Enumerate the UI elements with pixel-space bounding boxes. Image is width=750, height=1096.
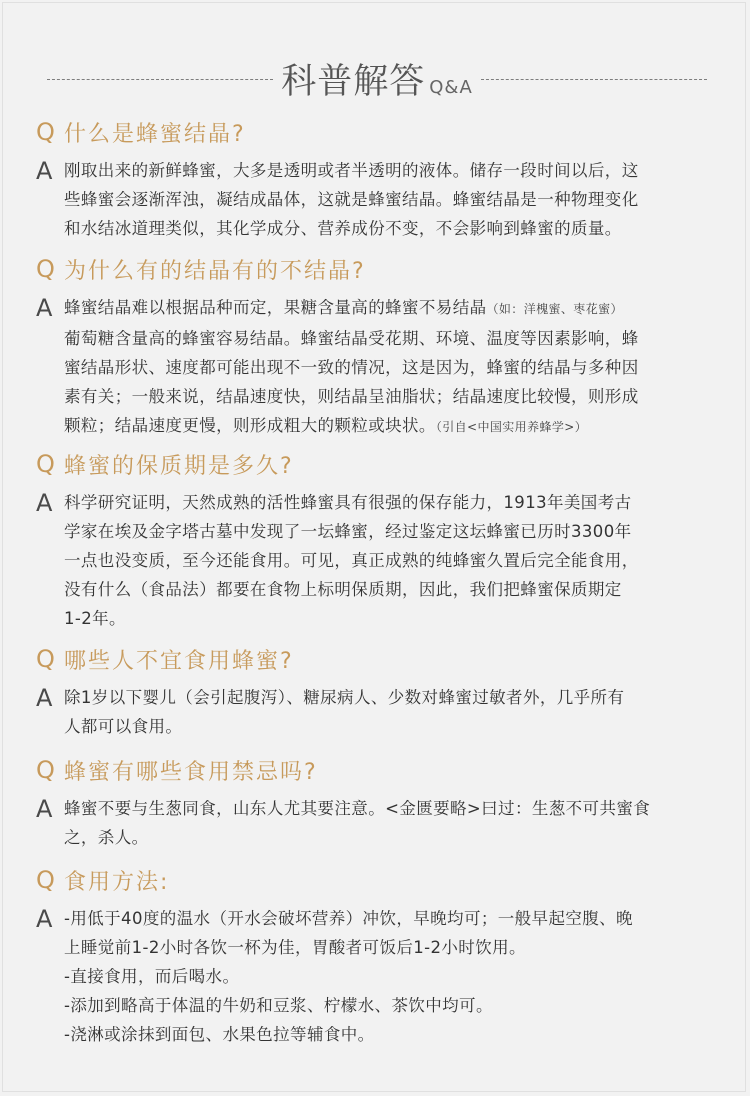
question-text: 食用方法: (64, 869, 170, 895)
answer-body (64, 683, 716, 741)
answer-line: 学家在埃及金字塔古墓中发现了一坛蜂蜜，经过鉴定这坛蜂蜜已历时3300年 (64, 522, 632, 541)
header-title-en: Q&A (429, 77, 473, 98)
answer-line: 蜂蜜不要与生葱同食，山东人尤其要注意。<金匮要略>曰过：生葱不可共蜜食 (64, 799, 651, 818)
header-divider-left (47, 79, 273, 80)
answer-row (36, 794, 716, 852)
question-text: 什么是蜂蜜结晶? (64, 121, 246, 147)
answer-line (64, 411, 716, 442)
answer-line: 一点也没变质，至今还能食用。可见，真正成熟的纯蜂蜜久置后完全能食用， (64, 551, 639, 570)
answer-row (36, 904, 716, 1049)
answer-body (64, 293, 716, 442)
question-row (36, 251, 716, 287)
qa-item (36, 446, 716, 633)
answer-body (64, 794, 716, 852)
header-divider-right (481, 79, 707, 80)
answer-row (36, 293, 716, 442)
question-mark: Q (36, 645, 55, 673)
question-text: 为什么有的结晶有的不结晶? (64, 258, 366, 284)
answer-line: -添加到略高于体温的牛奶和豆浆、柠檬水、茶饮中均可。 (64, 996, 493, 1015)
answer-mark: A (36, 489, 53, 517)
answer-line: 刚取出来的新鲜蜂蜜，大多是透明或者半透明的液体。储存一段时间以后，这 (64, 161, 639, 180)
answer-row (36, 488, 716, 633)
header-title-zh: 科普解答 (281, 62, 426, 102)
question-row (36, 752, 716, 788)
question-mark: Q (36, 450, 55, 478)
qa-item (36, 641, 716, 741)
question-row (36, 114, 716, 150)
qa-item (36, 114, 716, 243)
answer-mark: A (36, 294, 53, 322)
answer-body (64, 156, 716, 243)
answer-line: 上睡觉前1-2小时各饮一杯为佳，胃酸者可饭后1-2小时饮用。 (64, 938, 526, 957)
answer-note: （如：洋槐蜜、枣花蜜） (486, 302, 623, 316)
question-mark: Q (36, 118, 55, 146)
question-mark: Q (36, 756, 55, 784)
answer-mark: A (36, 157, 53, 185)
answer-line: 蜜结晶形状、速度都可能出现不一致的情况，这是因为，蜂蜜的结晶与多种因 (64, 358, 639, 377)
answer-citation: （引自<中国实用养蜂学>） (435, 420, 588, 434)
answer-line: 人都可以食用。 (64, 717, 183, 736)
answer-mark: A (36, 905, 53, 933)
qa-item (36, 862, 716, 1049)
question-mark: Q (36, 255, 55, 283)
answer-line: -用低于40度的温水（开水会破坏营养）冲饮，早晚均可；一般早起空腹、晚 (64, 909, 633, 928)
answer-line: 科学研究证明，天然成熟的活性蜂蜜具有很强的保存能力，1913年美国考古 (64, 493, 632, 512)
answer-body (64, 488, 716, 633)
question-row (36, 641, 716, 677)
answer-text: 蜂蜜结晶难以根据品种而定，果糖含量高的蜂蜜不易结晶 (64, 298, 487, 317)
question-text: 蜂蜜有哪些食用禁忌吗? (64, 759, 318, 785)
answer-text: 颗粒；结晶速度更慢，则形成粗大的颗粒或块状。 (64, 416, 436, 435)
answer-line: -直接食用，而后喝水。 (64, 967, 240, 986)
answer-line: 和水结冰道理类似，其化学成分、营养成份不变，不会影响到蜂蜜的质量。 (64, 219, 622, 238)
answer-line: 没有什么（食品法）都要在食物上标明保质期，因此，我们把蜂蜜保质期定 (64, 580, 622, 599)
question-text: 哪些人不宜食用蜂蜜? (64, 648, 294, 674)
answer-row (36, 683, 716, 741)
header-title (281, 54, 473, 104)
answer-row (36, 156, 716, 243)
question-row (36, 862, 716, 898)
answer-line: 素有关；一般来说，结晶速度快，则结晶呈油脂状；结晶速度比较慢，则形成 (64, 387, 639, 406)
answer-mark: A (36, 684, 53, 712)
question-row (36, 446, 716, 482)
answer-line: 除1岁以下婴儿（会引起腹泻）、糖尿病人、少数对蜂蜜过敏者外，几乎所有 (64, 688, 625, 707)
answer-mark: A (36, 795, 53, 823)
answer-line: -浇淋或涂抹到面包、水果色拉等辅食中。 (64, 1025, 375, 1044)
qa-item (36, 251, 716, 442)
answer-body (64, 904, 716, 1049)
answer-line: 葡萄糖含量高的蜂蜜容易结晶。蜂蜜结晶受花期、环境、温度等因素影响，蜂 (64, 329, 639, 348)
section-header (47, 56, 707, 102)
answer-line: 些蜂蜜会逐渐浑浊，凝结成晶体，这就是蜂蜜结晶。蜂蜜结晶是一种物理变化 (64, 190, 639, 209)
answer-line: 1-2年。 (64, 609, 126, 628)
question-text: 蜂蜜的保质期是多久? (64, 453, 294, 479)
question-mark: Q (36, 866, 55, 894)
qa-item (36, 752, 716, 852)
answer-line (64, 293, 716, 324)
answer-line: 之，杀人。 (64, 828, 149, 847)
